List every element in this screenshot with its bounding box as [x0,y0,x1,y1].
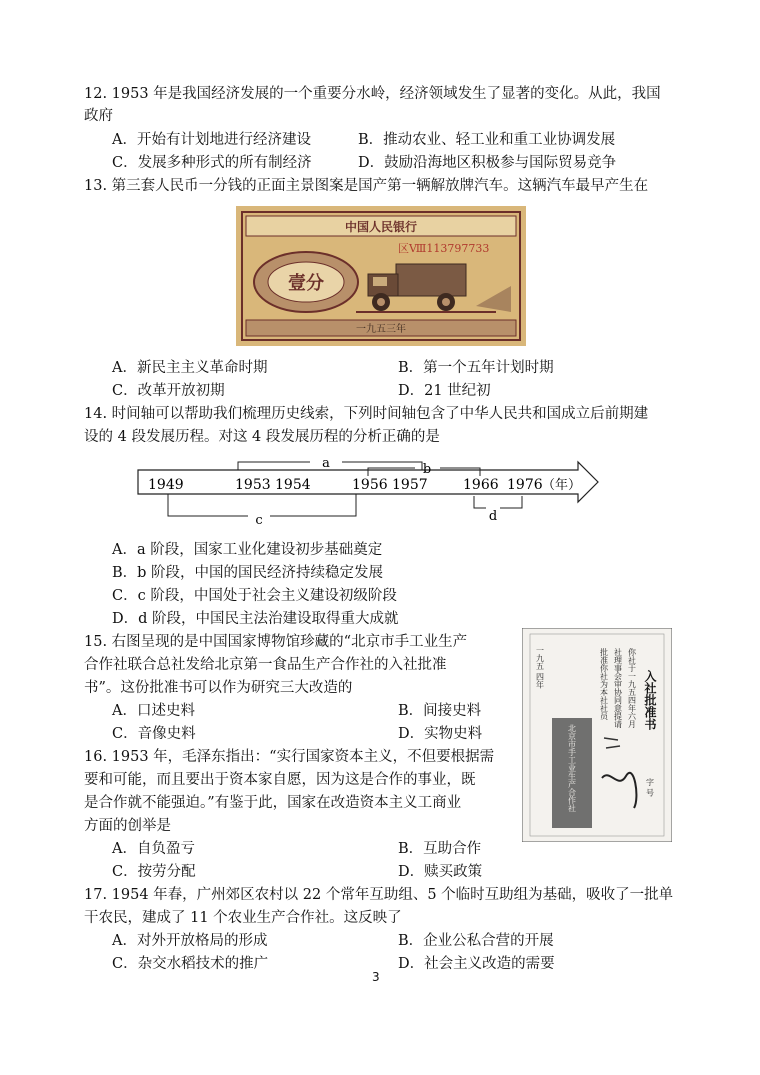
q14-stem-line1: 14. 时间轴可以帮助我们梳理历史线索，下列时间轴包含了中华人民共和国成立后前期建 [84,406,649,422]
q15-option-b[interactable]: B．间接史料 [398,703,482,719]
q15-option-d[interactable]: D．实物史料 [398,726,483,742]
q16-stem-line2: 要和可能，而且要出于资本家自愿，因为这是合作的事业，既 [84,772,476,788]
q15-stem-line2: 合作社联合总社发给北京第一食品生产合作社的入社批准 [84,657,447,673]
q17-option-a[interactable]: A．对外开放格局的形成 [112,933,268,949]
banknote-bank-name: 中国人民银行 [344,220,418,234]
q16-stem-line4: 方面的创举是 [84,818,171,834]
year-1953: 1953 [235,477,271,493]
q15-stem-line3: 书”。这份批准书可以作为研究三大改造的 [84,680,353,696]
document-col-4: 社理事会审协同意提请 [613,648,623,728]
label-c: c [255,513,263,528]
q14-option-d[interactable]: D．d 阶段，中国民主法治建设取得重大成就 [112,611,399,627]
q12-stem-line2: 政府 [84,108,113,124]
q16-stem-line3: 是合作就不能强迫。”有鉴于此，国家在改造资本主义工商业 [84,795,462,811]
year-1954: 1954 [275,477,311,493]
approval-document-image [522,628,672,842]
document-title: 入社批准书 [643,670,657,730]
q13-stem: 13. 第三套人民币一分钱的正面主景图案是国产第一辆解放牌汽车。这辆汽车最早产生在 [84,178,649,194]
document-col-6: 字 号 [645,778,655,797]
q16-option-b[interactable]: B．互助合作 [398,841,482,857]
q14-stem-line2: 设的 4 段发展历程。对这 4 段发展历程的分析正确的是 [84,429,440,445]
document-col-3: 批准你社为本社社员 [599,648,609,720]
q17-option-b[interactable]: B．企业公私合营的开展 [398,933,554,949]
q13-option-a[interactable]: A．新民主主义革命时期 [112,360,268,376]
q13-option-b[interactable]: B．第一个五年计划时期 [398,360,554,376]
bracket-a [238,462,422,470]
timeline-svg [130,452,610,532]
approval-document-svg [522,628,672,842]
label-d: d [488,509,498,524]
document-paper [522,628,672,842]
document-col-5: 你社于一九五四年六月 [627,648,637,728]
q16-stem-line1: 16. 1953 年，毛泽东指出：“实行国家资本主义，不但要根据需 [84,749,495,765]
q15-stem-line1: 15. 右图呈现的是中国国家博物馆珍藏的“北京市手工业生产 [84,634,468,650]
q16-option-d[interactable]: D．赎买政策 [398,864,483,880]
year-1949: 1949 [148,477,184,493]
document-col-1: 一九五 四年 [535,646,545,689]
year-1956: 1956 [352,477,388,493]
document-col-2: 北京市手工业生产合作社 [567,724,577,812]
q17-stem-line2: 干农民，建成了 11 个农业生产合作社。这反映了 [84,910,402,926]
q12-option-c[interactable]: C．发展多种形式的所有制经济 [112,155,312,171]
q14-option-c[interactable]: C．c 阶段，中国处于社会主义建设初级阶段 [112,588,397,604]
q17-option-c[interactable]: C．杂交水稻技术的推广 [112,956,269,972]
label-a: a [322,456,330,471]
year-1957: 1957 [392,477,428,493]
q14-option-b[interactable]: B．b 阶段，中国的国民经济持续稳定发展 [112,565,384,581]
q12-option-b[interactable]: B．推动农业、轻工业和重工业协调发展 [358,132,616,148]
q17-stem-line1: 17. 1954 年春，广州郊区农村以 22 个常年互助组、5 个临时互助组为基础，吸收了一批单 [84,887,674,903]
label-b: b [422,462,432,477]
banknote-svg [236,206,526,346]
timeline-unit: （年） [542,478,582,493]
q16-option-a[interactable]: A．自负盈亏 [112,841,195,857]
timeline-diagram [130,452,610,532]
year-1976: 1976 [507,477,543,493]
q15-option-c[interactable]: C．音像史料 [112,726,196,742]
banknote-image [236,206,526,346]
q12-option-a[interactable]: A．开始有计划地进行经济建设 [112,132,311,148]
year-1966: 1966 [463,477,499,493]
bracket-d [474,496,522,508]
q14-option-a[interactable]: A．a 阶段，国家工业化建设初步基础奠定 [112,542,383,558]
q17-option-d[interactable]: D．社会主义改造的需要 [398,956,555,972]
q16-option-c[interactable]: C．按劳分配 [112,864,196,880]
q12-stem-line1: 12. 1953 年是我国经济发展的一个重要分水岭，经济领域发生了显著的变化。从此，我国 [84,86,661,102]
q15-option-a[interactable]: A．口述史料 [112,703,195,719]
q13-option-d[interactable]: D．21 世纪初 [398,383,491,399]
banknote-serial: 区Ⅷ113797733 [398,242,490,255]
q13-option-c[interactable]: C．改革开放初期 [112,383,225,399]
page-number: 3 [372,970,380,984]
q12-option-d[interactable]: D．鼓励沿海地区积极参与国际贸易竞争 [358,155,617,171]
banknote-year: 一九五三年 [356,324,406,335]
banknote-denomination: 壹分 [288,273,324,294]
